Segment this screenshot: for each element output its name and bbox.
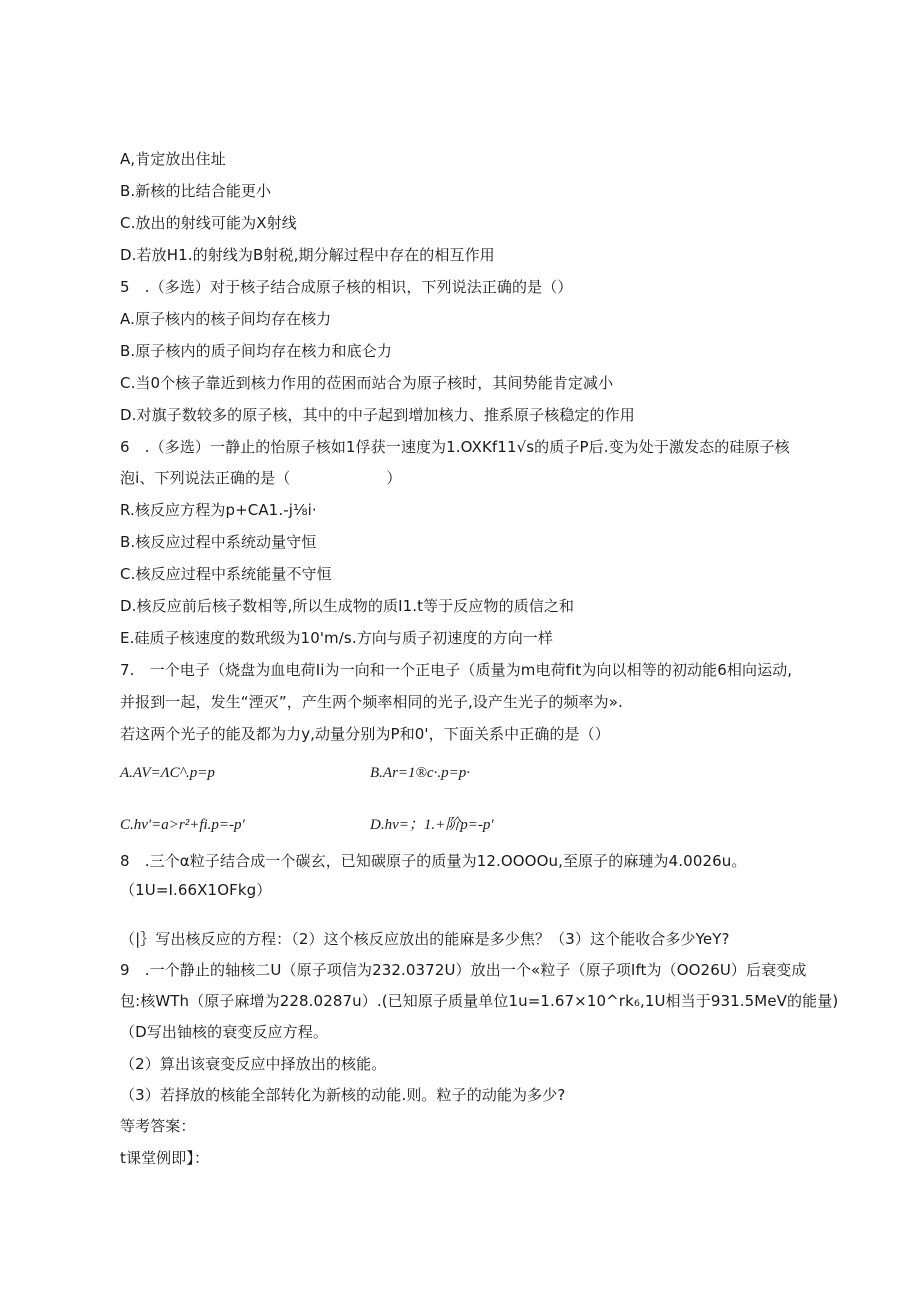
q9-sub-2: （2）算出该衰变反应中择放出的核能。 — [120, 1055, 387, 1073]
q7-option-a: A.AV=ΛC^.p=p — [120, 765, 215, 781]
q6-option-r: R.核反应方程为p+CA1.-j⅛i· — [120, 501, 317, 519]
q6-option-e: E.硅质子核速度的数玳级为10'm∕s.方向与质子初速度的方向一样 — [120, 629, 554, 647]
q9-sub-3: （3）若择放的核能全部转化为新核的动能.则。粒子的动能为多少? — [120, 1086, 566, 1104]
q6-option-d: D.核反应前后核子数相等,所以生成物的质I1.t等于反应物的质信之和 — [120, 597, 575, 615]
q8-stem-line1: 8 .三个α粒子结合成一个碳玄，已知碳原子的质量为12.OOOOu,至原子的麻璉为4.0026u。 — [120, 852, 747, 870]
q7-option-d: D.hv=；1.+阶p=-p' — [370, 817, 494, 833]
q5-stem: 5 .（多选）对于核子结合成原子核的相识，下列说法正确的是（） — [120, 278, 573, 296]
q8-stem-line2: （1U=I.66X1OFkg） — [120, 881, 272, 899]
q9-stem-line2: 包:核WTh（原子麻增为228.0287u）.(已知原子质量单位1u=1.67×10^rk₆,1U相当于931.5MeV的能量) — [120, 992, 839, 1010]
q6-option-b: B.核反应过程中系统动量守恒 — [120, 533, 317, 551]
q4-option-c: C.放出的射线可能为X射线 — [120, 214, 297, 232]
q4-option-b: B.新核的比结合能更小 — [120, 182, 272, 200]
q5-option-a: A.原子核内的核子间均存在核力 — [120, 310, 332, 328]
q8-stem-line3: （|｝写出核反应的方程：（2）这个核反应放出的能麻是多少焦？（3）这个能收合多少YeY? — [120, 930, 730, 948]
example-heading: t课堂例即】： — [120, 1149, 210, 1167]
q7-stem-line1: 7. 一个电子（烧盘为血电荷Ii为一向和一个正电子（质量为m电荷fit为向以相等的初动能6相向运动, — [120, 661, 793, 679]
q7-stem-line2: 并报到一起，发生“湮灭”，产生两个频率相同的光子,设产生光子的频率为». — [120, 693, 623, 711]
q5-option-d: D.对旗子数较多的原子核，其中的中子起到增加核力、推系原子核稳定的作用 — [120, 406, 635, 424]
q5-option-b: B.原子核内的质子间均存在核力和底仑力 — [120, 342, 392, 360]
q9-stem-line1: 9 .一个静止的轴核二U（原子项信为232.0372U）放出一个«粒子（原子项Ift为（OO26U）后衰变成 — [120, 961, 807, 979]
q4-option-a: A,肯定放出住址 — [120, 150, 226, 168]
q6-stem-line1: 6 .（多选）一静止的怡原子核如1俘获一速度为1.OXKf11√s的质子P后.变为处于激发态的硅原子核 — [120, 438, 790, 456]
q7-option-c: C.hv'=a>r²+fi.p=-p' — [120, 817, 245, 833]
q6-stem-line2-close: ） — [386, 469, 402, 487]
q9-sub-1: （D写出铀核的衰变反应方程。 — [120, 1023, 328, 1041]
q6-stem-line2 — [120, 468, 401, 488]
q7-option-b: B.Ar=1®c·.p=p· — [370, 765, 470, 781]
q6-option-c: C.核反应过程中系统能量不守恒 — [120, 565, 332, 583]
q6-stem-line2-text: 泡i、下列说法正确的是（ — [120, 469, 291, 487]
q7-stem-line3: 若这两个光子的能及都为力y,动量分别为P和0'，下面关系中正确的是（） — [120, 725, 610, 743]
q4-option-d: D.若放H1.的射线为B射税,期分解过程中存在的相互作用 — [120, 246, 495, 264]
answers-heading: 等考答案： — [120, 1117, 196, 1135]
q5-option-c: C.当0个核子靠近到核力作用的莅困而站合为原子核时，其间势能肯定减小 — [120, 374, 614, 392]
